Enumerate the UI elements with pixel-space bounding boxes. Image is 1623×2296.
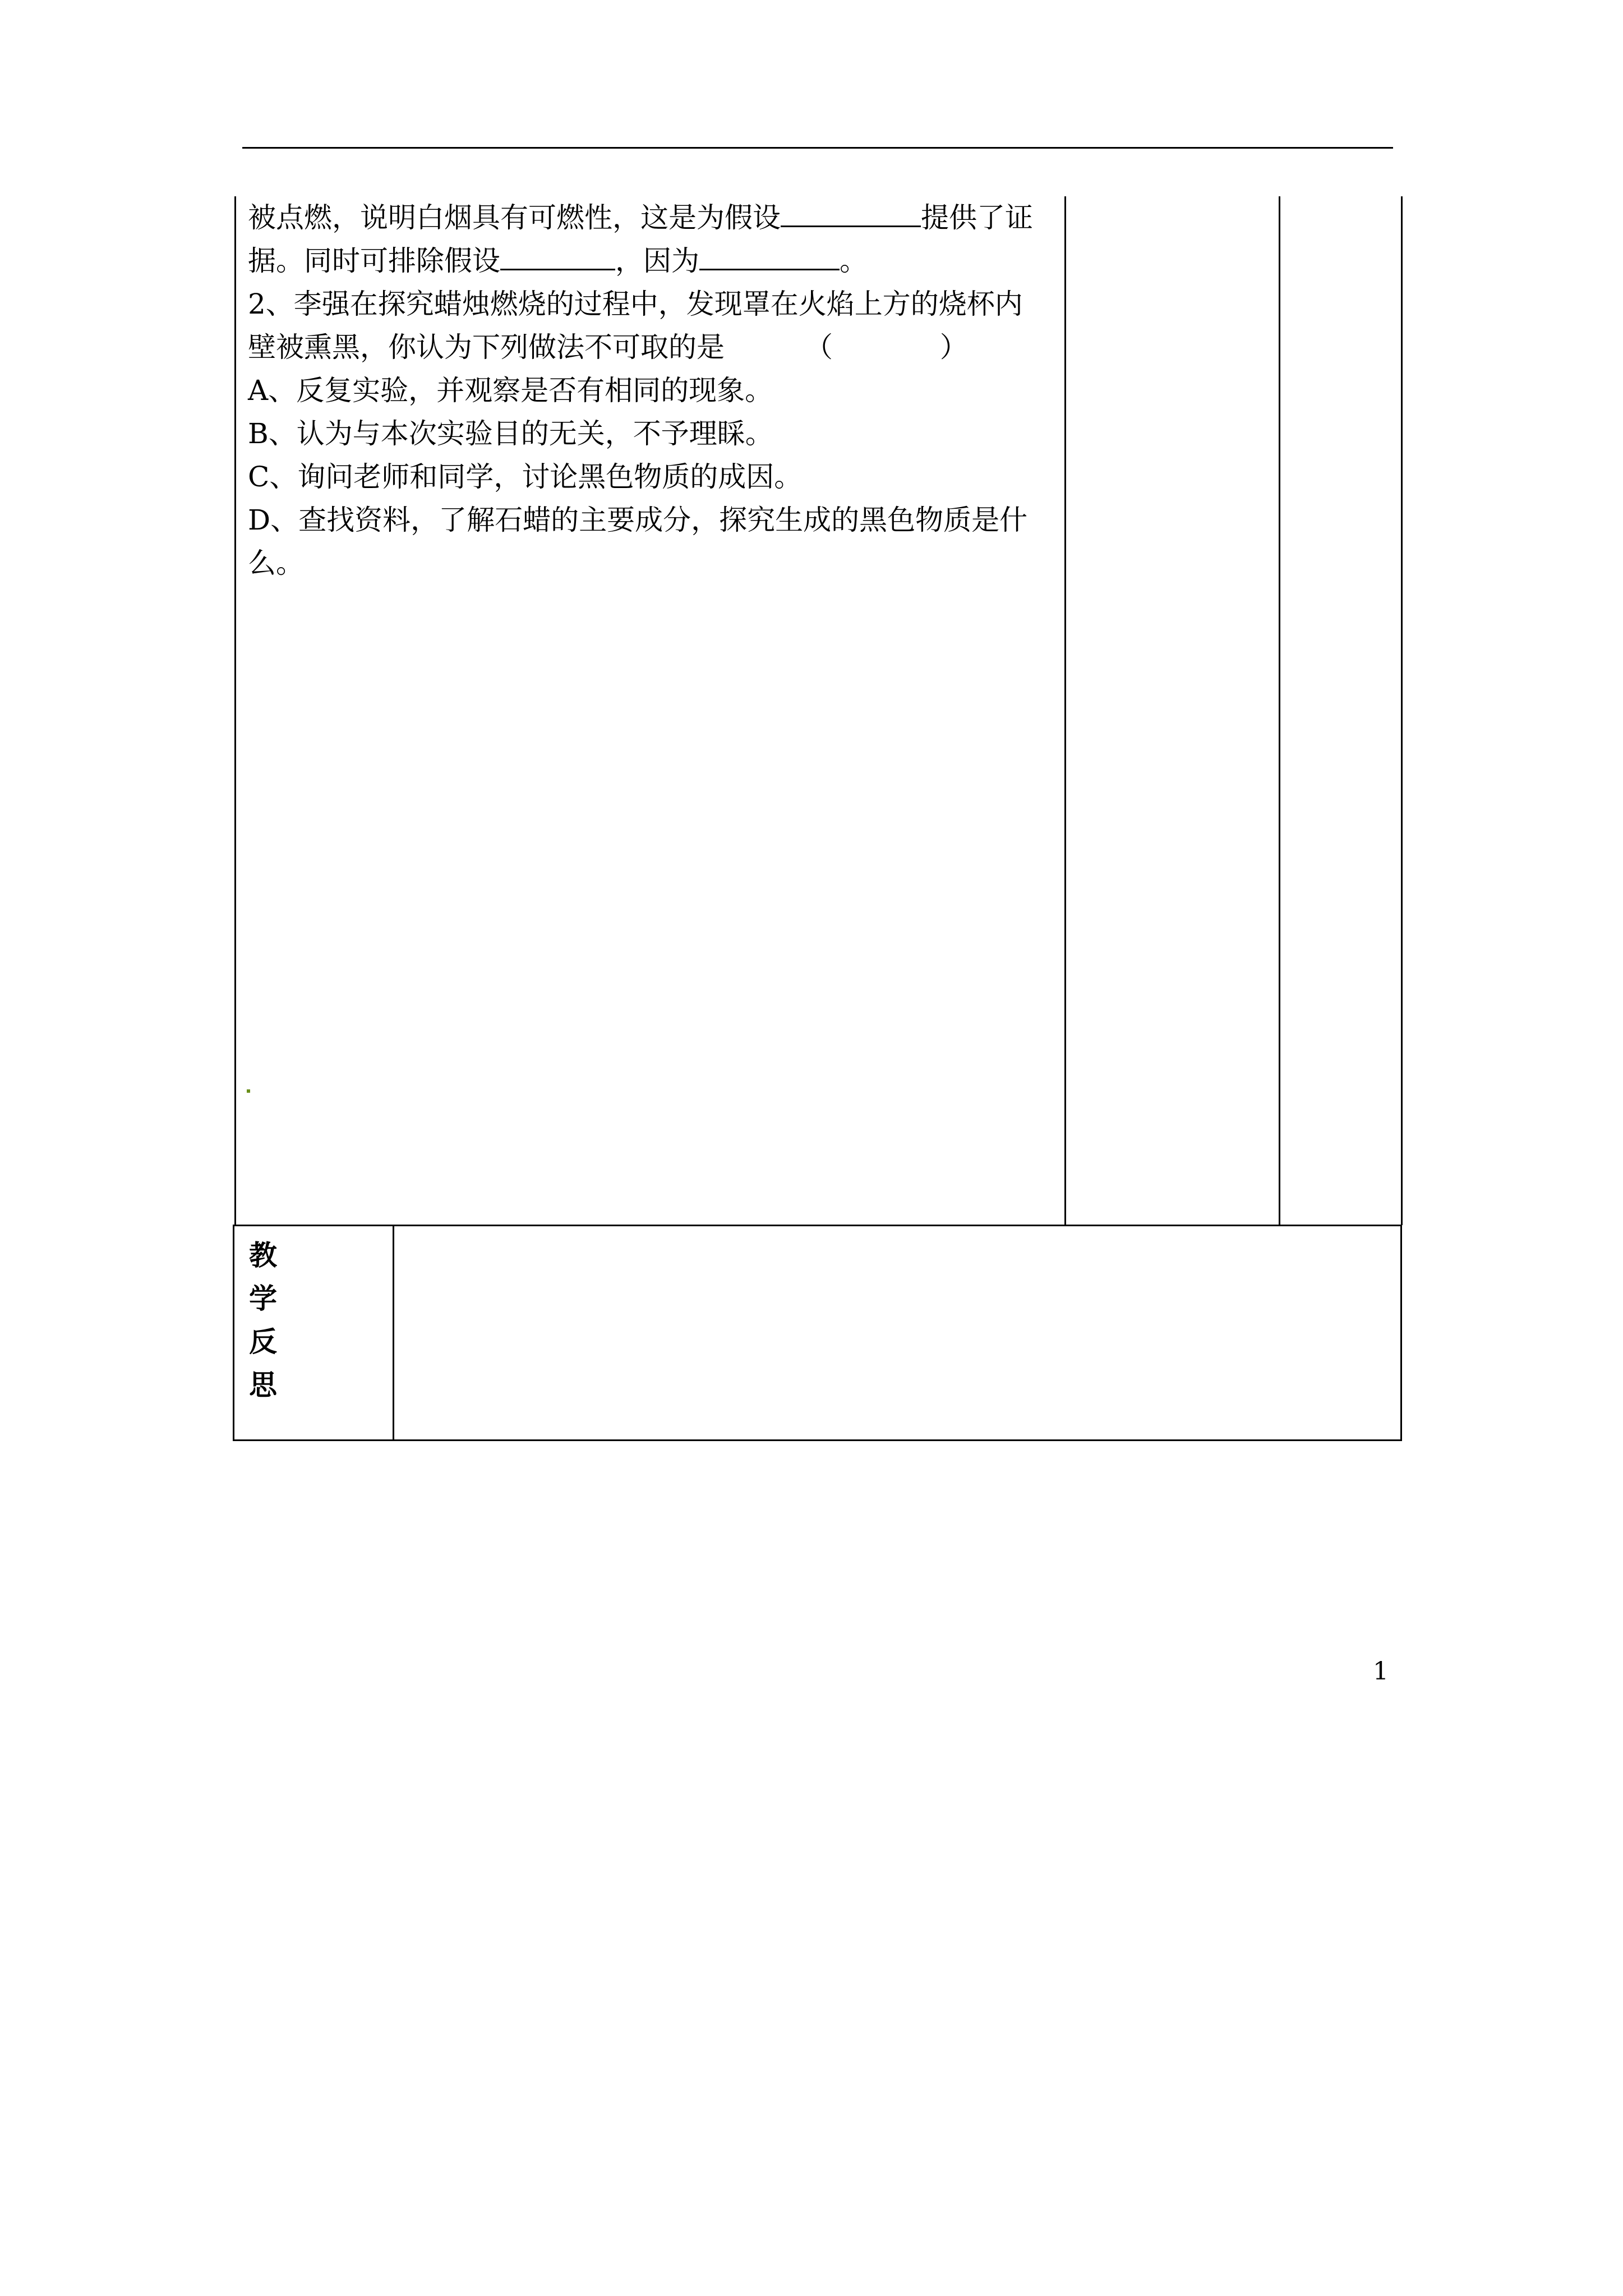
lesson-content-table [234, 196, 1401, 1225]
option-c: C、询问老师和同学，讨论黑色物质的成因。 [248, 461, 803, 493]
header-rule [242, 147, 1393, 149]
table-border-left [234, 196, 236, 1225]
question-1-line-1: 被点燃，说明白烟具有可燃性，这是为假设 提供了证 [248, 196, 1055, 240]
reflection-body-cell [394, 1226, 1400, 1439]
option-d: D、查找资料，了解石蜡的主要成分，探究生成的黑色物质是什 [248, 504, 1028, 536]
exercise-content-cell [248, 196, 1055, 585]
answer-blank-1 [781, 197, 921, 227]
option-d-cont: 么。 [248, 547, 304, 579]
option-b: B、认为与本次实验目的无关，不予理睬。 [248, 417, 773, 450]
label-char: 教 [249, 1239, 277, 1272]
reflection-label [249, 1234, 283, 1407]
label-char: 反 [249, 1326, 277, 1358]
option-a: A、反复实验，并观察是否有相同的现象。 [248, 374, 773, 407]
table-divider-1 [1064, 196, 1066, 1225]
reflection-label-cell [234, 1226, 394, 1439]
label-char: 思 [249, 1369, 277, 1401]
table-border-right [1401, 196, 1403, 1225]
answer-parentheses: （ ） [805, 331, 968, 364]
question-2-stem: 2、李强在探究蜡烛燃烧的过程中，发现罩在火焰上方的烧杯内 [248, 288, 1023, 320]
page-number: 1 [1373, 1657, 1389, 1686]
answer-blank-3 [699, 241, 840, 270]
stray-mark [247, 1089, 250, 1093]
question-1-line-2: 据。同时可排除假设 ，因为 。 [248, 240, 1055, 283]
answer-blank-2 [500, 241, 615, 270]
label-char: 学 [249, 1282, 277, 1315]
teaching-reflection-table [233, 1225, 1402, 1441]
question-2-stem-cont: 壁被熏黑，你认为下列做法不可取的是 （ ） [248, 331, 968, 364]
table-divider-2 [1279, 196, 1280, 1225]
